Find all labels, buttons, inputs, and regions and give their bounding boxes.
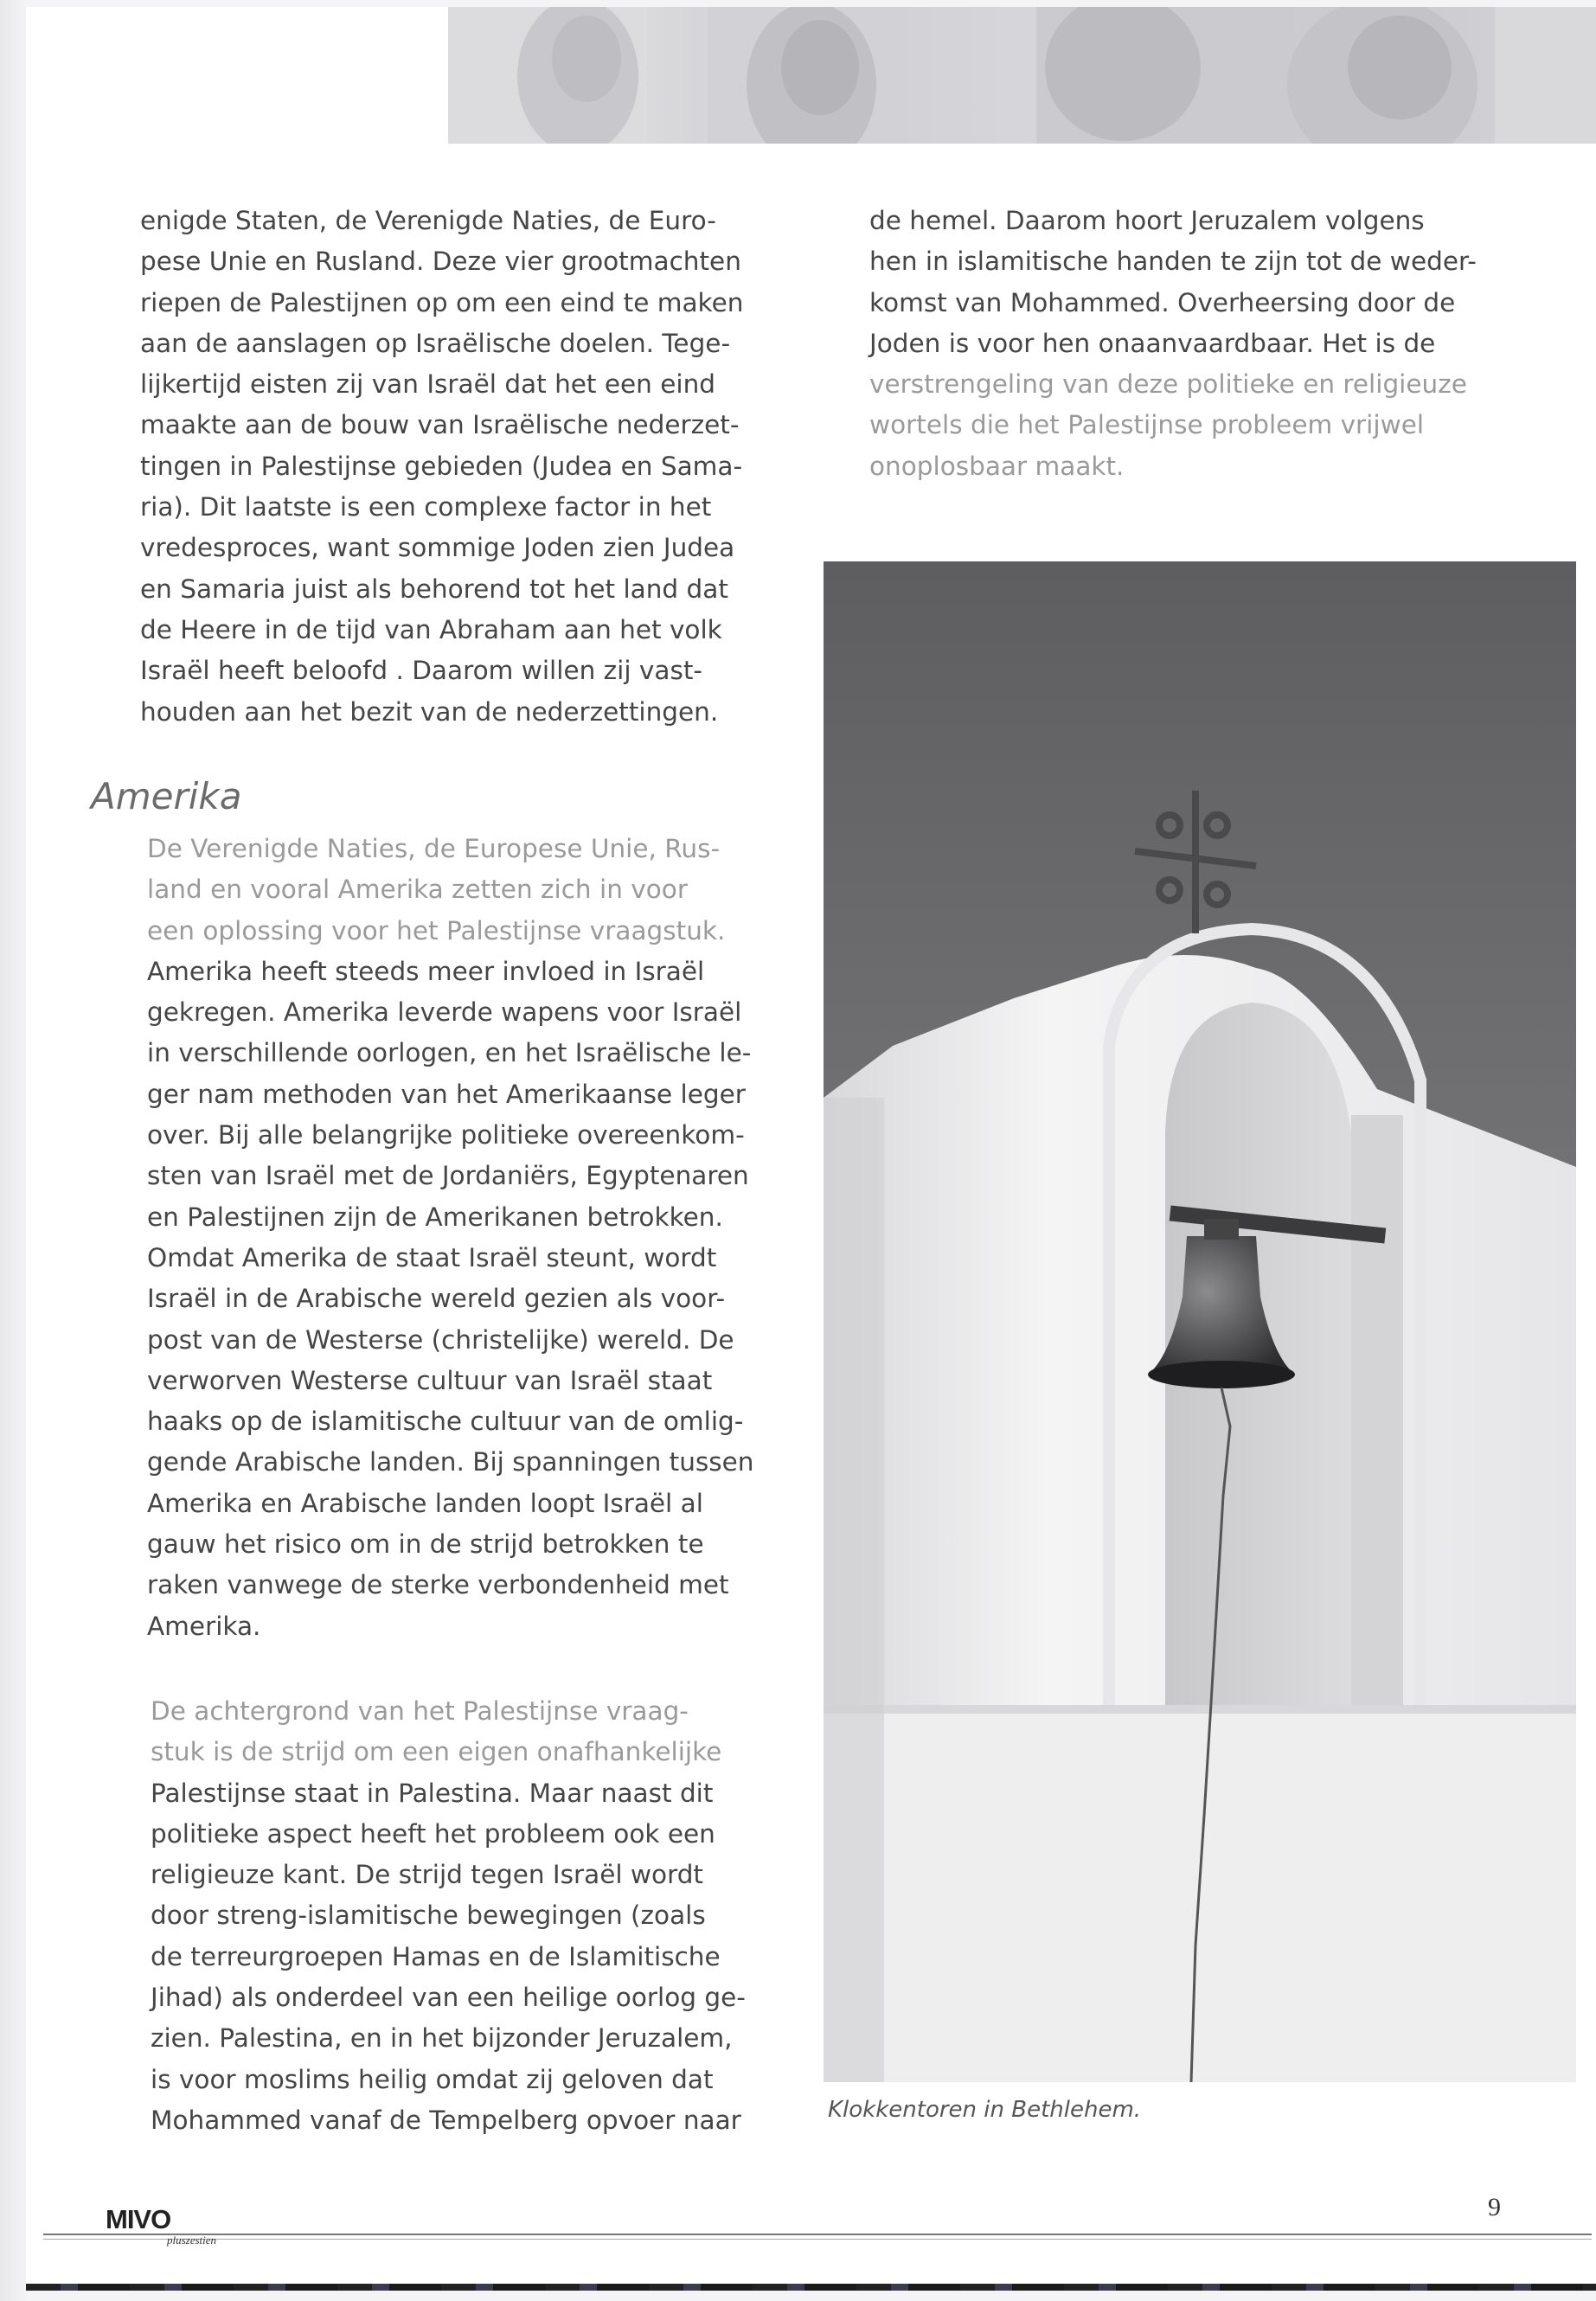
text-line: enigde Staten, de Verenigde Naties, de Euro- xyxy=(140,206,716,235)
text-column-right-top xyxy=(869,201,1477,487)
text-line: houden aan het bezit van de nederzettingen. xyxy=(140,696,719,727)
text-line: De achtergrond van het Palestijnse vraag- xyxy=(151,1696,689,1726)
text-line: raken vanwege de sterke verbondenheid met xyxy=(147,1570,729,1600)
text-line: Omdat Amerika de staat Israël steunt, wordt xyxy=(147,1242,717,1272)
text-line: vredesproces, want sommige Joden zien Judea xyxy=(140,533,735,563)
text-line: post van de Westerse (christelijke) wereld. De xyxy=(147,1324,734,1355)
text-line: sten van Israël met de Jordaniërs, Egyptenaren xyxy=(147,1161,749,1191)
text-line: is voor moslims heilig omdat zij geloven dat xyxy=(151,2064,714,2094)
text-line: Amerika heeft steeds meer invloed in Israël xyxy=(147,956,705,986)
text-line: verworven Westerse cultuur van Israël staat xyxy=(147,1365,713,1395)
text-line: Amerika. xyxy=(147,1611,261,1641)
text-line: Israël in de Arabische wereld gezien als voor- xyxy=(147,1284,726,1314)
text-line: lijkertijd eisten zij van Israël dat het een eind xyxy=(140,369,716,400)
text-line: door streng-islamitische bewegingen (zoals xyxy=(151,1900,706,1931)
text-line: komst van Mohammed. Overheersing door de xyxy=(869,287,1456,317)
text-line: De Verenigde Naties, de Europese Unie, Rus- xyxy=(147,834,721,863)
bottom-scan-band xyxy=(26,2284,1596,2291)
footer-rule-thin xyxy=(43,2239,1592,2240)
text-line: een oplossing voor het Palestijnse vraagstuk. xyxy=(147,915,726,945)
text-line: zien. Palestina, en in het bijzonder Jeruzalem, xyxy=(151,2023,733,2054)
text-line: de terreurgroepen Hamas en de Islamitische xyxy=(151,1941,721,1971)
text-line: religieuze kant. De strijd tegen Israël wordt xyxy=(151,1860,704,1890)
text-line: haaks op de islamitische cultuur van de omlig- xyxy=(147,1407,744,1437)
text-line: land en vooral Amerika zetten zich in voor xyxy=(147,875,688,905)
bell-tower-illustration xyxy=(824,561,1576,2082)
text-line: ger nam methoden van het Amerikaanse leger xyxy=(147,1079,746,1109)
text-line: Jihad) als onderdeel van een heilige oorlog ge- xyxy=(151,1983,746,2013)
text-line: Palestijnse staat in Palestina. Maar naast dit xyxy=(151,1778,714,1808)
text-column-left-top xyxy=(140,201,743,733)
photo-caption: Klokkentoren in Bethlehem. xyxy=(828,2097,1142,2123)
page-number: 9 xyxy=(1488,2193,1501,2221)
magazine-brand-subtitle: pluszestien xyxy=(167,2234,217,2247)
text-line: Amerika en Arabische landen loopt Israël al xyxy=(147,1488,703,1518)
text-line: gauw het risico om in de strijd betrokken te xyxy=(147,1529,704,1560)
text-line: Joden is voor hen onaanvaardbaar. Het is de xyxy=(869,328,1436,358)
text-column-bottom xyxy=(151,1691,746,2141)
header-faces-illustration xyxy=(448,7,1596,144)
text-line: riepen de Palestijnen op om een eind te maken xyxy=(140,287,744,317)
text-line: en Palestijnen zijn de Amerikanen betrokken. xyxy=(147,1202,723,1232)
text-line: gende Arabische landen. Bij spanningen tussen xyxy=(147,1447,754,1477)
text-line: Israël heeft beloofd . Daarom willen zij vast- xyxy=(140,656,703,686)
text-line: en Samaria juist als behorend tot het land dat xyxy=(140,574,728,604)
text-line: wortels die het Palestijnse probleem vrijwel xyxy=(869,410,1425,440)
text-line: de Heere in de tijd van Abraham aan het volk xyxy=(140,614,722,644)
text-line: pese Unie en Rusland. Deze vier grootmachten xyxy=(140,247,741,277)
text-line: in verschillende oorlogen, en het Israëlische le- xyxy=(147,1038,752,1068)
section-heading-amerika: Amerika xyxy=(91,775,242,817)
magazine-brand-logo: MIVO xyxy=(106,2204,171,2234)
text-line: ria). Dit laatste is een complexe factor in het xyxy=(140,492,712,522)
bell-tower-photo xyxy=(824,561,1576,2082)
text-line: aan de aanslagen op Israëlische doelen. Tege- xyxy=(140,328,731,358)
text-line: hen in islamitische handen te zijn tot de weder- xyxy=(869,247,1477,277)
text-line: verstrengeling van deze politieke en religieuze xyxy=(869,369,1467,400)
page-edge-shadow xyxy=(0,0,26,2301)
text-line: gekregen. Amerika leverde wapens voor Israël xyxy=(147,997,742,1028)
text-line: Mohammed vanaf de Tempelberg opvoer naar xyxy=(151,2105,741,2135)
text-line: maakte aan de bouw van Israëlische nederzet- xyxy=(140,410,740,440)
text-column-amerika xyxy=(147,829,754,1647)
text-line: de hemel. Daarom hoort Jeruzalem volgens xyxy=(869,206,1425,235)
text-line: tingen in Palestijnse gebieden (Judea en Sama- xyxy=(140,451,743,481)
magazine-page xyxy=(26,7,1596,2291)
text-line: onoplosbaar maakt. xyxy=(869,451,1125,481)
text-line: over. Bij alle belangrijke politieke overeenkom- xyxy=(147,1120,745,1150)
text-line: politieke aspect heeft het probleem ook een xyxy=(151,1818,715,1849)
header-photo-strip xyxy=(448,7,1596,144)
text-line: stuk is de strijd om een eigen onafhankelijke xyxy=(151,1737,722,1767)
footer-rule xyxy=(43,2234,1592,2235)
